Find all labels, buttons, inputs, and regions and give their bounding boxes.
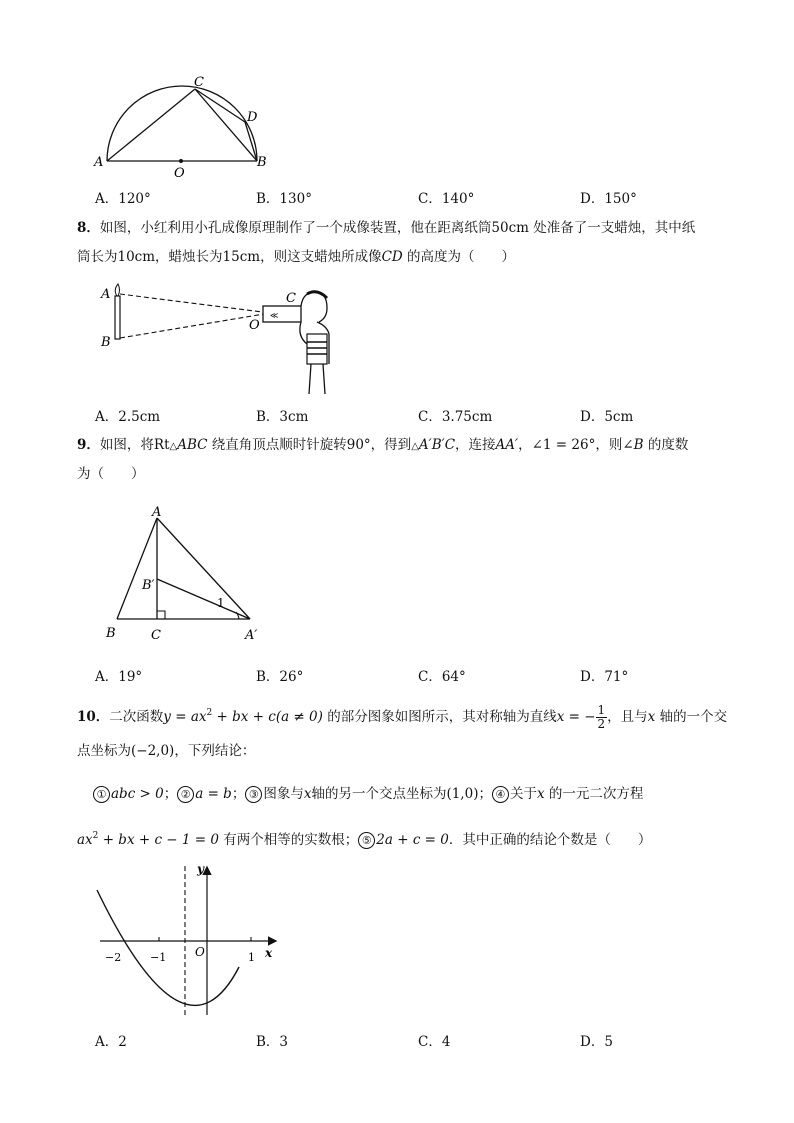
q10-question-line4 [77, 825, 745, 851]
q10-t1sup: 2 [206, 708, 213, 718]
q10-fraction [596, 704, 608, 731]
q10-number: 10． [77, 709, 110, 725]
q10-circle-1: ① [93, 786, 110, 803]
q10-c4a: 关于 [509, 786, 537, 802]
q10-parabola-graph [85, 860, 285, 1020]
q8-question-line2 [77, 246, 745, 268]
q10-c3b: 轴的另一个交点坐标为 [311, 786, 447, 802]
q10-option-a: A．2 [95, 1034, 127, 1050]
q8-label-B: B [101, 335, 111, 350]
q10-t4c: 有两个相等的实数根； [218, 832, 359, 848]
q10-option-c: C．4 [418, 1034, 451, 1050]
svg-text:≪: ≪ [270, 311, 279, 320]
q7-option-d: D．150° [580, 191, 637, 207]
q7-label-D: D [247, 110, 258, 125]
q9-number: 9． [77, 437, 100, 453]
q8-label-A: A [101, 287, 111, 302]
q8-number: 8． [77, 220, 100, 236]
q8-text2a: 筒长为10cm，蜡烛长为15cm，则这支蜡烛所成像 [77, 249, 382, 265]
q7-label-A: A [94, 155, 104, 170]
q8-option-c: C．3.75cm [418, 409, 493, 425]
q9-label-C: C [151, 628, 161, 643]
q9-label-Ap: A′ [245, 628, 258, 643]
q9-text-i: ，∠1 = 26°，则∠ [518, 437, 634, 453]
q10-c1-text: abc > 0 [111, 786, 164, 802]
q10-graph-O: O [195, 945, 205, 959]
q7-label-O: O [174, 166, 185, 181]
q8-option-b: B．3cm [256, 409, 309, 425]
q10-t4d: ．其中正确的结论个数是（ ） [448, 832, 652, 848]
q9-question-line2: 为（ ） [77, 466, 145, 482]
q9-question-line1 [77, 434, 745, 458]
q8-question-line1 [77, 217, 745, 239]
q10-sep2: ； [231, 786, 246, 802]
q10-t1a: 二次函数 [109, 709, 164, 725]
q9-text-k: 的度数 [643, 437, 689, 453]
q7-option-a: A．120° [95, 191, 151, 207]
q10-graph-tick-1: 1 [248, 951, 255, 964]
q9-tri2: △ [411, 441, 419, 452]
q9-text-a: 如图，将Rt [99, 437, 170, 453]
q9-option-b: B．26° [256, 669, 304, 685]
q9-label-one: 1 [217, 596, 225, 610]
q10-frac-num: 1 [597, 703, 606, 717]
q9-triangle-figure [100, 500, 270, 645]
q10-question-line1 [77, 700, 745, 731]
q9-label-A: A [152, 505, 162, 520]
q10-circle-3: ③ [245, 786, 262, 803]
q9-aap: AA′ [495, 437, 519, 453]
q10-sep3: ； [478, 786, 492, 802]
q10-t2a: 点坐标为 [77, 743, 131, 759]
q10-circle-5: ⑤ [358, 832, 375, 849]
q7-label-B: B [257, 155, 267, 170]
q10-t1c: + bx + c [212, 709, 276, 725]
q8-option-d: D．5cm [580, 409, 634, 425]
q9-option-c: C．64° [418, 669, 466, 685]
q10-c4b: 的一元二次方程 [544, 786, 644, 802]
q10-t2c: ，下列结论： [174, 743, 256, 759]
q9-tri1: △ [169, 441, 178, 452]
q8-text2b: 的高度为（ ） [402, 249, 516, 265]
q9-option-d: D．71° [580, 669, 629, 685]
q7-option-b: B．130° [256, 191, 312, 207]
q7-option-c: C．140° [418, 191, 475, 207]
q10-conclusions-line [93, 783, 761, 805]
q10-c5-text: 2a + c = 0 [376, 832, 449, 848]
q10-graph-tick-m2: −2 [105, 951, 122, 964]
q10-t4sup: 2 [92, 831, 99, 841]
q9-apbpc: A′B′C [418, 437, 456, 453]
q10-c4x: x [536, 786, 545, 802]
q8-label-C: C [286, 291, 296, 306]
q10-option-b: B．3 [256, 1034, 289, 1050]
q10-t1f: x = − [556, 709, 596, 725]
q10-c3a: 图象与 [263, 786, 304, 802]
q9-text-g: ，连接 [455, 437, 496, 453]
q7-label-C: C [194, 75, 204, 90]
q8-label-O: O [249, 318, 260, 333]
q10-t2b: (−2,0) [131, 743, 175, 759]
q9-b: B [633, 437, 644, 453]
q10-frac-den: 2 [597, 717, 606, 731]
q10-t1g: ，且与 [607, 709, 648, 725]
q10-c2-text: a = b [195, 786, 232, 802]
q9-abc: ABC [177, 437, 208, 453]
q10-t1h: x [647, 709, 656, 725]
q9-text-d: 绕直角顶点顺时针旋转90°，得到 [207, 437, 412, 453]
q10-graph-x: x [265, 946, 273, 960]
q10-graph-tick-m1: −1 [150, 951, 167, 964]
q8-pinhole-figure [95, 282, 360, 397]
q10-t1i: 轴的一个交 [655, 709, 728, 725]
q10-t1e: 的部分图象如图所示，其对称轴为直线 [322, 709, 557, 725]
q10-graph-y: y [197, 862, 204, 876]
q10-t1d: (a ≠ 0) [275, 709, 323, 725]
q9-label-Bp: B′ [142, 578, 155, 593]
q10-t1b: y = ax [163, 709, 207, 725]
q10-sep1: ； [163, 786, 178, 802]
q9-option-a: A．19° [95, 669, 143, 685]
q10-t4b: + bx + c − 1 = 0 [98, 832, 219, 848]
q8-option-a: A．2.5cm [95, 409, 161, 425]
q9-label-B: B [106, 626, 116, 641]
q8-var-cd: CD [381, 249, 403, 265]
q10-t4a: ax [77, 832, 93, 848]
q10-c3c: (1,0) [446, 786, 479, 802]
q8-text1: 如图，小红利用小孔成像原理制作了一个成像装置，他在距离纸筒50cm 处准备了一支蜡烛，其中纸 [99, 220, 696, 236]
q10-c3x: x [303, 786, 312, 802]
q10-circle-4: ④ [492, 786, 509, 803]
q10-option-d: D．5 [580, 1034, 613, 1050]
q10-circle-2: ② [177, 786, 194, 803]
q7-semicircle-figure [90, 72, 280, 182]
q10-question-line2 [77, 740, 745, 762]
